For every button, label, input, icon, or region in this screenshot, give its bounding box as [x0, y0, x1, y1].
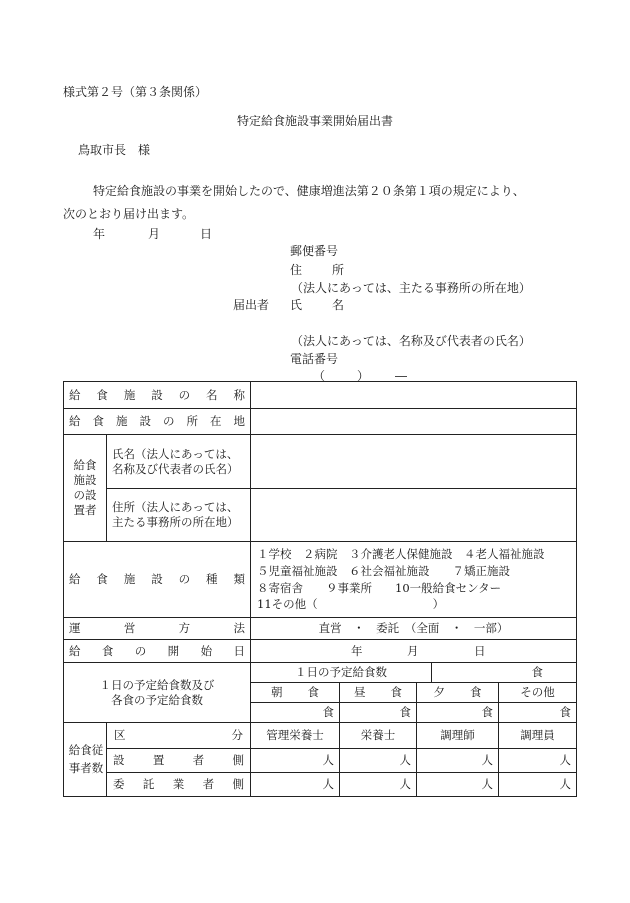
meal-breakfast-text: 朝 食: [271, 685, 319, 700]
start-date-label: [64, 640, 251, 663]
date-year-label: 年: [93, 227, 106, 241]
start-date-day: 日: [474, 644, 486, 658]
installer-kitchen-staff-count[interactable]: 人: [499, 749, 577, 773]
meal-lunch-label: [340, 683, 417, 703]
document-title: 特定給食施設事業開始届出書: [236, 114, 393, 128]
phone-label: 電話番号: [290, 352, 339, 366]
facility-location-value[interactable]: [251, 409, 577, 435]
notification-form-table: [63, 381, 577, 797]
founder-address-label: 住所（法人にあっては、主たる事務所の所在地）: [107, 489, 251, 542]
start-date-label-text: 給 食 の 開 始 日: [69, 643, 245, 658]
contractor-dietitian-registered-count[interactable]: 人: [251, 773, 340, 797]
meal-dinner-label: [417, 683, 499, 703]
name-label: 氏 名: [290, 298, 344, 312]
other-count[interactable]: 食: [499, 703, 577, 723]
installer-dietitian-registered-count[interactable]: 人: [251, 749, 340, 773]
founder-label: 給食施設 の設置者: [64, 435, 107, 542]
phone-open-paren: （: [313, 369, 326, 383]
daily-planned-label: １日の予定給食数: [251, 663, 432, 683]
installer-side-label: [107, 749, 251, 773]
facility-name-label-text: 給 食 施 設 の 名 称: [69, 387, 245, 402]
founder-name-value[interactable]: [251, 435, 577, 489]
lunch-count[interactable]: 食: [340, 703, 417, 723]
contractor-side-label: [107, 773, 251, 797]
date-day-label: 日: [200, 227, 213, 241]
facility-type-options[interactable]: １学校 ２病院 ３介護老人保健施設 ４老人福祉施設 ５児童福祉施設 ６社会福祉施設 ７矯正施設 ８寄宿舎 ９事業所 10一般給食センター 11その他（ ）: [251, 542, 577, 618]
facility-location-label-text: 給 食 施 設 の 所 在 地: [69, 414, 245, 429]
daily-planned-value[interactable]: [432, 663, 499, 683]
operation-label: [64, 618, 251, 640]
founder-name-label: 氏名（法人にあっては、名称及び代表者の氏名）: [107, 435, 251, 489]
facility-location-label: [64, 409, 251, 435]
meal-other-label: その他: [499, 683, 577, 703]
contractor-dietitian-count[interactable]: 人: [340, 773, 417, 797]
address-label: 住 所: [290, 263, 344, 277]
contractor-cook-count[interactable]: 人: [417, 773, 499, 797]
facility-name-value[interactable]: [251, 382, 577, 409]
postal-code-label: 郵便番号: [290, 244, 339, 258]
dinner-count[interactable]: 食: [417, 703, 499, 723]
date-month-label: 月: [148, 227, 161, 241]
founder-address-value[interactable]: [251, 489, 577, 542]
installer-cook-count[interactable]: 人: [417, 749, 499, 773]
daily-planned-unit: 食: [499, 663, 577, 683]
role-cook: 調理師: [417, 723, 499, 749]
facility-name-label: [64, 382, 251, 409]
start-date-month: 月: [407, 644, 419, 658]
notifier-label: 届出者: [233, 298, 270, 312]
address-note: （法人にあっては、主たる事務所の所在地）: [291, 281, 531, 295]
meal-breakfast-label: [251, 683, 340, 703]
start-date-year: 年: [351, 644, 363, 658]
addressee: 鳥取市長 様: [78, 143, 151, 157]
body-text-line-2: 次のとおり届け出ます。: [63, 207, 195, 221]
role-dietitian-registered: 管理栄養士: [251, 723, 340, 749]
start-date-value[interactable]: [251, 640, 577, 663]
category-label: 区 分: [107, 723, 251, 749]
contractor-side-text: 委 託 業 者 側: [113, 777, 244, 792]
installer-side-text: 設 置 者 側: [113, 753, 244, 768]
facility-type-label: [64, 542, 251, 618]
operation-options[interactable]: 直営 ・ 委託 （全面 ・ 一部）: [251, 618, 577, 640]
staff-label: 給食従事者数: [64, 723, 107, 797]
name-note: （法人にあっては、名称及び代表者の氏名）: [291, 334, 531, 348]
phone-dash: ―: [395, 369, 407, 383]
body-text-line-1: 特定給食施設の事業を開始したので、健康増進法第２０条第１項の規定により、: [93, 184, 525, 198]
planned-meals-label: １日の予定給食数及び 各食の予定給食数: [64, 663, 251, 723]
form-number: 様式第２号（第３条関係）: [63, 85, 208, 99]
meal-dinner-text: 夕 食: [433, 685, 482, 700]
meal-lunch-text: 昼 食: [354, 685, 402, 700]
facility-type-label-text: 給 食 施 設 の 種 類: [69, 572, 245, 587]
breakfast-count[interactable]: 食: [251, 703, 340, 723]
role-kitchen-staff: 調理員: [499, 723, 577, 749]
role-dietitian: 栄養士: [340, 723, 417, 749]
installer-dietitian-count[interactable]: 人: [340, 749, 417, 773]
phone-close-paren: ）: [357, 369, 370, 383]
operation-label-text: 運 営 方 法: [69, 621, 245, 636]
contractor-kitchen-staff-count[interactable]: 人: [499, 773, 577, 797]
